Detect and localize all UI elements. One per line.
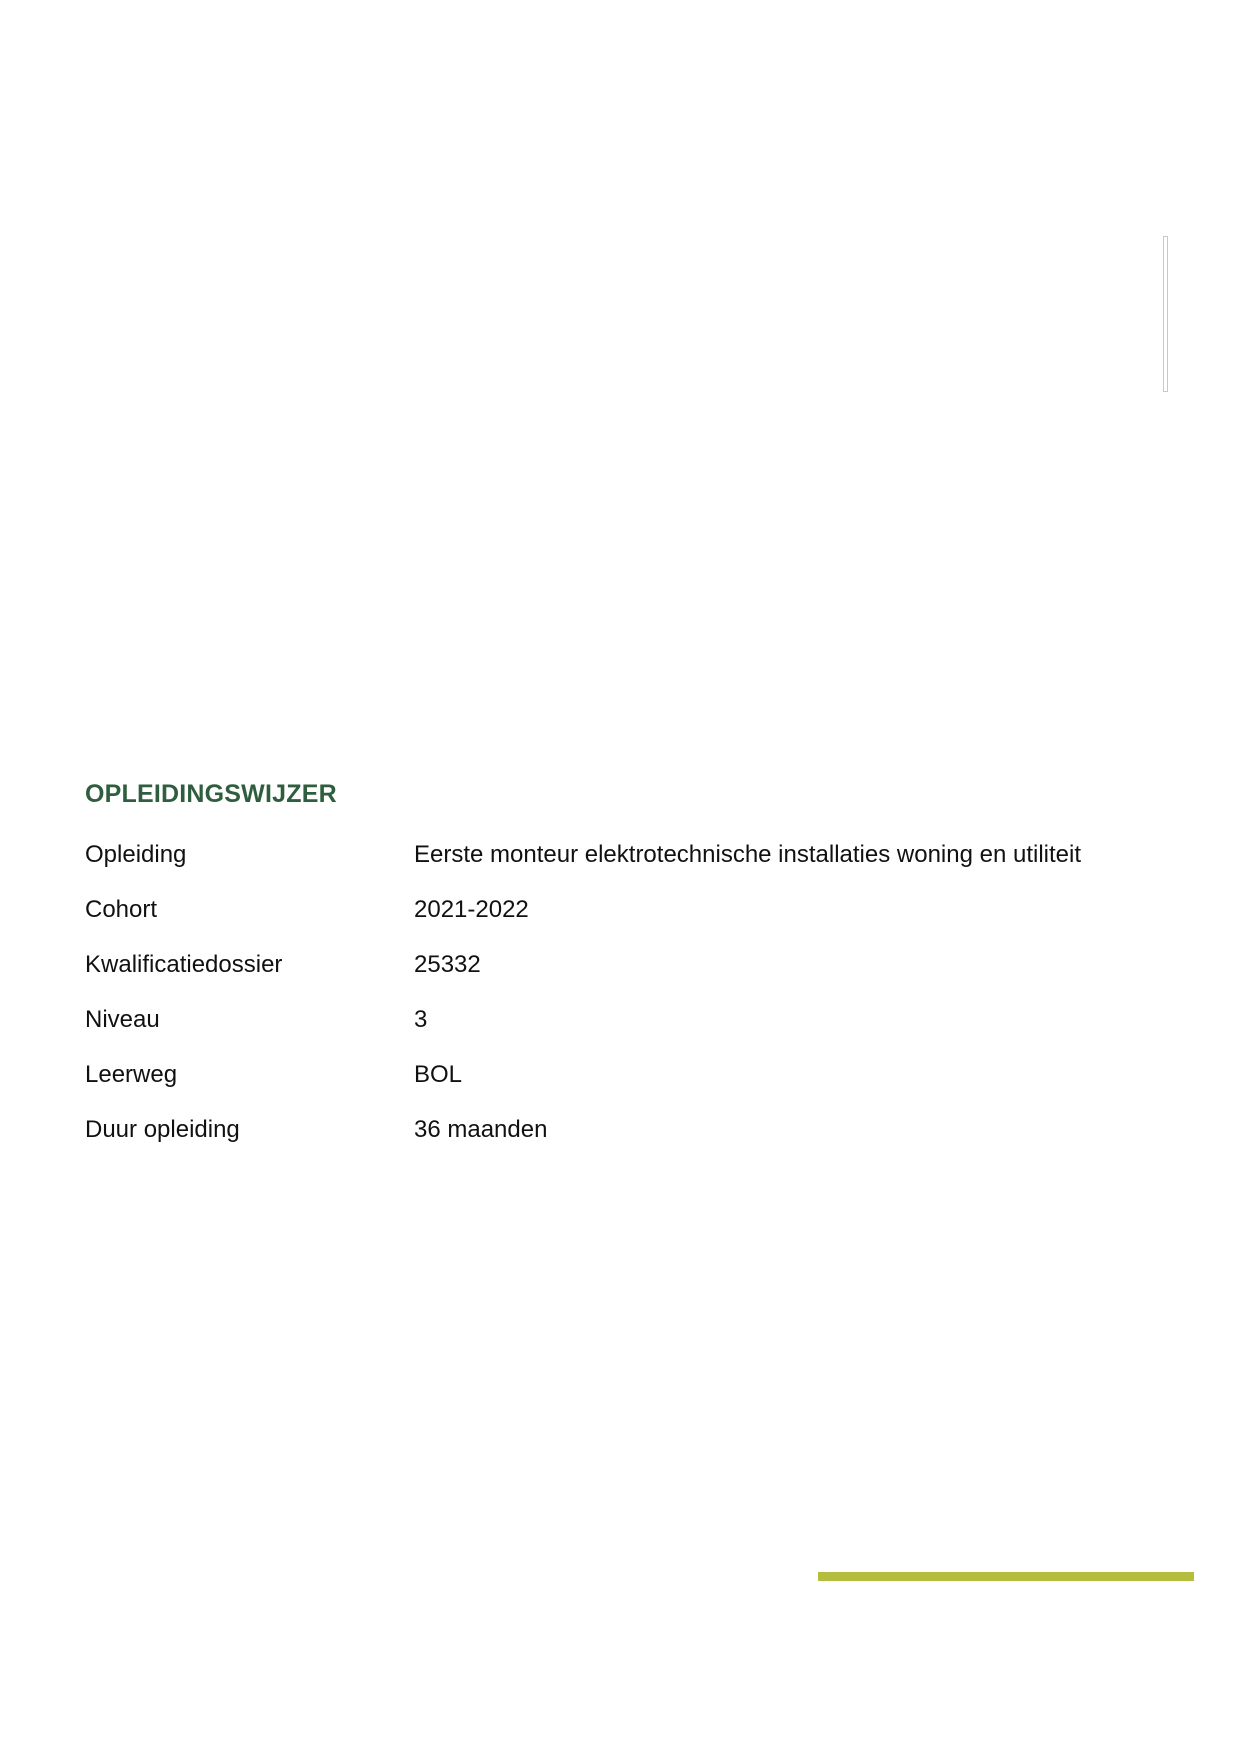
row-value-opleiding: Eerste monteur elektrotechnische installaties woning en utiliteit	[414, 840, 1082, 868]
table-row	[85, 1102, 1145, 1157]
row-label-cohort: Cohort	[85, 895, 158, 923]
row-label-opleiding: Opleiding	[85, 840, 187, 868]
row-value-niveau: 3	[414, 1005, 428, 1033]
row-value-cohort: 2021-2022	[414, 895, 529, 923]
row-label-leerweg: Leerweg	[85, 1060, 178, 1088]
row-value-kwalificatiedossier: 25332	[414, 950, 481, 978]
table-row	[85, 937, 1145, 992]
table-row	[85, 827, 1145, 882]
table-row	[85, 882, 1145, 937]
table-row	[85, 992, 1145, 1047]
row-label-kwalificatiedossier: Kwalificatiedossier	[85, 950, 283, 978]
row-label-duur-opleiding: Duur opleiding	[85, 1115, 240, 1143]
side-marker	[1163, 236, 1168, 392]
row-value-duur-opleiding: 36 maanden	[414, 1115, 548, 1143]
table-row	[85, 1047, 1145, 1102]
accent-bar	[818, 1572, 1194, 1581]
row-label-niveau: Niveau	[85, 1005, 160, 1033]
page-title: OPLEIDINGSWIJZER	[85, 780, 337, 808]
row-value-leerweg: BOL	[414, 1060, 463, 1088]
course-info-table	[85, 827, 1145, 1157]
